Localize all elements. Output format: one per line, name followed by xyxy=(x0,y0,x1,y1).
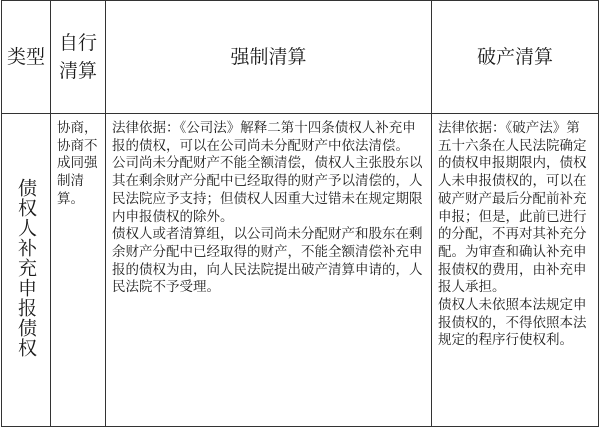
self-liquidation-text: 协商，协商不成同强制清算。 xyxy=(57,120,98,207)
header-forced-liquidation: 强制清算 xyxy=(106,1,432,114)
forced-paragraph: 法律依据：《公司法》解释二第十四条债权人补充申报的债权，可以在公司尚未分配财产中依法清偿。 xyxy=(112,120,416,154)
header-self-liquidation: 自行清算 xyxy=(51,1,106,114)
bankrupt-paragraph: 法律依据：《破产法》第五十六条在人民法院确定的债权申报期限内，债权人未申报债权的，可以在破产财产最后分配前补充申报；但是，此前已进行的分配，不再对其补充分配。为审查和确认补充申报债权的费用，由补充申报人承担。 xyxy=(438,120,587,296)
forced-paragraph: 公司尚未分配财产不能全额清偿，债权人主张股东以其在剩余财产分配中已经取得的财产予以清偿的，人民法院应予支持；但债权人因重大过错未在规定期限内申报债权的除外。 xyxy=(112,155,423,225)
forced-paragraph: 债权人或者清算组，以公司尚未分配财产和股东在剩余财产分配中已经取得的财产，不能全额清偿补充申报的债权为由，向人民法院提出破产清算申请的，人民法院不予受理。 xyxy=(112,226,423,296)
bankrupt-paragraph: 债权人未依照本法规定申报债权的，不得依照本法规定的程序行使权利。 xyxy=(438,297,587,349)
content-row xyxy=(2,114,599,427)
row-label-cell xyxy=(2,114,51,427)
self-liquidation-cell xyxy=(51,114,106,427)
header-type: 类型 xyxy=(2,1,51,114)
header-row xyxy=(2,1,599,114)
forced-liquidation-cell xyxy=(106,114,432,427)
comparison-table xyxy=(1,0,599,427)
row-label: 债权人补充申报债权 xyxy=(15,177,37,358)
bankruptcy-liquidation-cell xyxy=(432,114,599,427)
header-bankruptcy-liquidation: 破产清算 xyxy=(432,1,599,114)
